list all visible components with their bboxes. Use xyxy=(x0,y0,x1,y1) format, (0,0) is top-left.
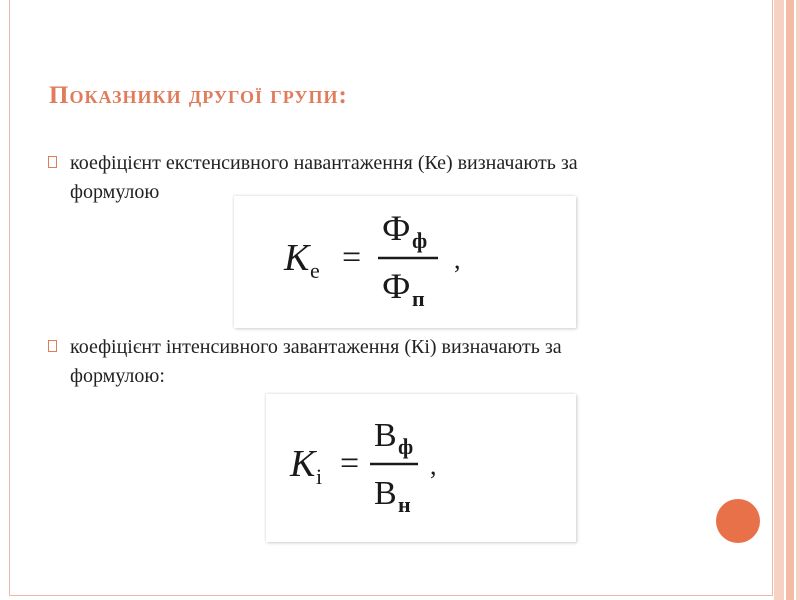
formula-lhs: K xyxy=(290,443,316,485)
bullet-icon xyxy=(48,156,57,168)
formula-denominator-sub: н xyxy=(398,492,411,517)
formula-lhs-sub: і xyxy=(316,464,323,489)
formula-denominator-sub: п xyxy=(412,286,425,311)
decorative-stripe xyxy=(796,0,800,600)
formula-ki-svg xyxy=(266,394,576,542)
slide-title: Показники другої групи: xyxy=(49,82,348,109)
formula-ki xyxy=(266,394,576,542)
formula-lhs: K xyxy=(284,237,310,279)
formula-denominator: Ф xyxy=(382,266,411,306)
formula-numerator: В xyxy=(374,417,397,454)
decorative-circle xyxy=(716,499,760,543)
formula-denominator: В xyxy=(374,475,397,512)
formula-numerator: Ф xyxy=(382,208,411,248)
formula-trailing: , xyxy=(454,245,461,274)
formula-lhs-sub: e xyxy=(310,258,320,283)
formula-operator: = xyxy=(342,239,362,276)
list-item xyxy=(48,333,648,391)
formula-numerator-sub: ф xyxy=(412,228,428,253)
list-item-text: коефіцієнт екстенсивного навантаження (Ке) визначають за формулою xyxy=(70,152,578,203)
bullet-icon xyxy=(48,340,57,352)
decorative-stripe xyxy=(774,0,784,600)
formula-ke-svg xyxy=(234,196,576,328)
formula-operator: = xyxy=(340,445,360,482)
list-item-text: коефіцієнт інтенсивного завантаження (Кі) визначають за формулою: xyxy=(70,336,562,387)
formula-numerator-sub: ф xyxy=(398,434,414,459)
formula-trailing: , xyxy=(430,451,437,480)
formula-ke xyxy=(234,196,576,328)
decorative-stripe xyxy=(786,0,794,600)
